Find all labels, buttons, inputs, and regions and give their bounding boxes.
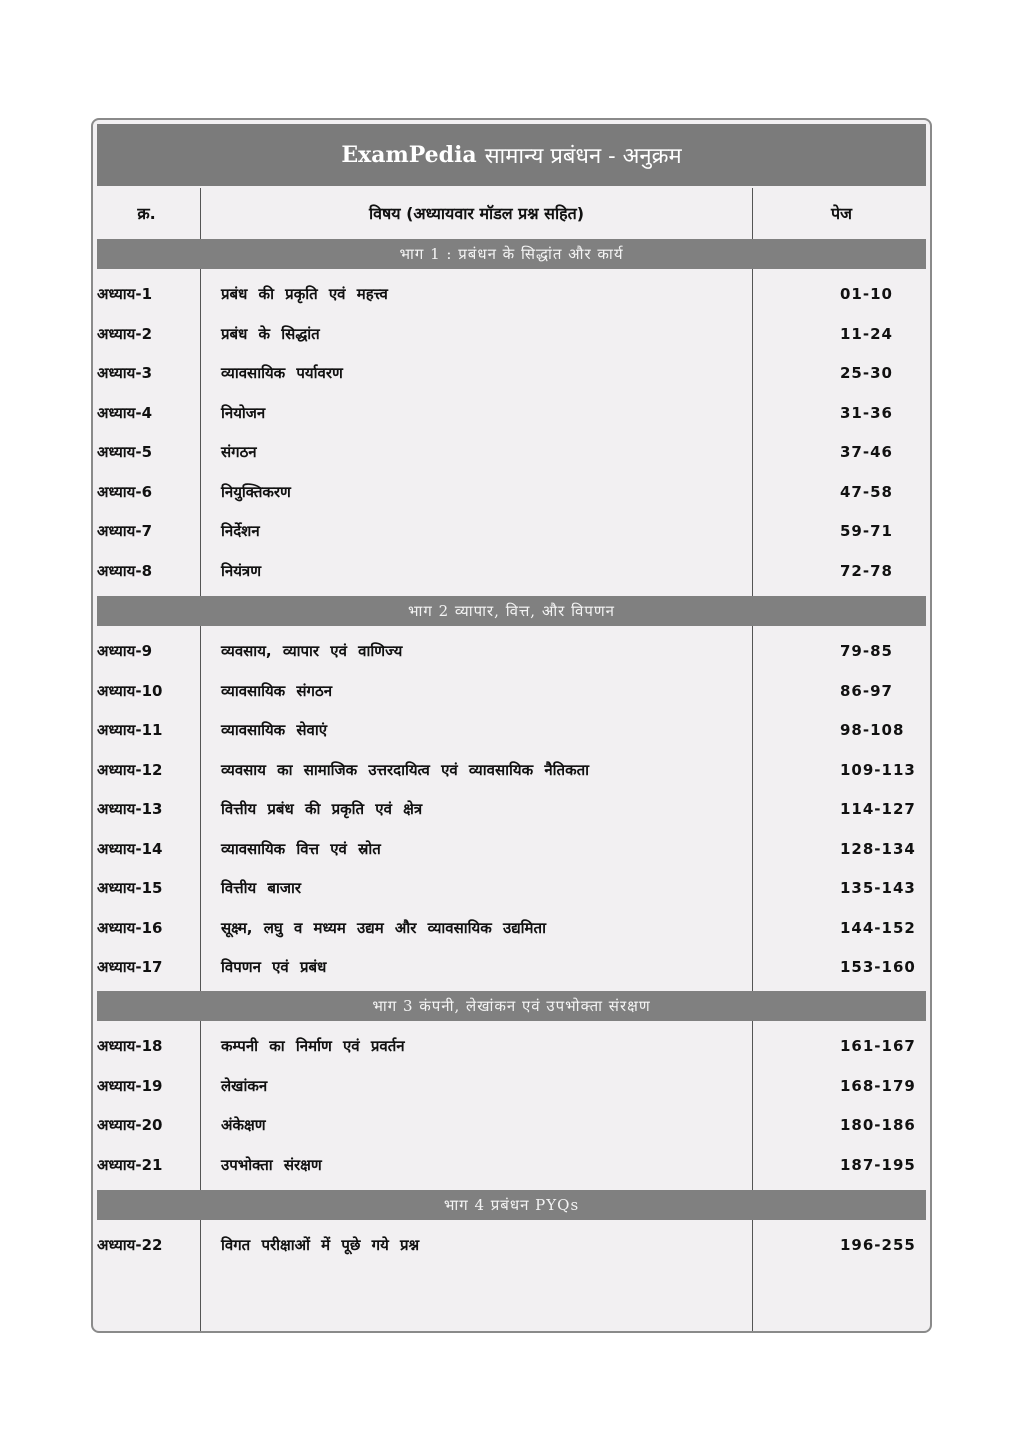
table-row (93, 830, 930, 869)
section-header: भाग 1 : प्रबंधन के सिद्धांत और कार्य (97, 239, 926, 269)
chapter-subject: लेखांकन (221, 1076, 268, 1095)
page-range: 109-113 (840, 760, 916, 779)
table-row (93, 433, 930, 472)
table-row (93, 909, 930, 948)
chapter-number: अध्याय-13 (97, 800, 163, 818)
section-header: भाग 2 व्यापार, वित्त, और विपणन (97, 596, 926, 626)
chapter-number: अध्याय-21 (97, 1155, 163, 1174)
table-row (93, 948, 930, 987)
chapter-number: अध्याय-16 (97, 918, 163, 937)
table-row (93, 790, 930, 829)
chapter-number: अध्याय-19 (97, 1076, 163, 1095)
column-header-page: पेज (831, 204, 852, 223)
table-row (93, 354, 930, 393)
chapter-number: अध्याय-10 (97, 681, 163, 700)
page-range: 59-71 (840, 522, 893, 540)
chapter-number: अध्याय-11 (97, 721, 163, 739)
table-title (97, 124, 926, 186)
chapter-number: अध्याय-7 (97, 522, 153, 540)
table-row (93, 1226, 930, 1265)
chapter-subject: कम्पनी का निर्माण एवं प्रवर्तन (221, 1037, 405, 1055)
table-row (93, 512, 930, 551)
table-row (93, 632, 930, 671)
chapter-subject: व्यावसायिक पर्यावरण (221, 364, 343, 382)
chapter-number: अध्याय-14 (97, 839, 163, 858)
chapter-number: अध्याय-20 (97, 1116, 163, 1134)
chapter-number: अध्याय-9 (97, 642, 153, 660)
chapter-subject: वित्तीय बाजार (221, 879, 301, 897)
column-header-subject: विषय (अध्यायवार मॉडल प्रश्न सहित) (368, 204, 585, 223)
chapter-subject: विपणन एवं प्रबंध (221, 958, 327, 976)
chapter-subject: निर्देशन (221, 522, 260, 540)
table-row (93, 1106, 930, 1145)
chapter-subject: प्रबंध के सिद्धांत (221, 324, 320, 343)
chapter-subject: नियुक्तिकरण (221, 482, 291, 501)
page-range: 11-24 (840, 324, 893, 343)
chapter-subject: संगठन (221, 443, 257, 461)
chapter-subject: नियोजन (221, 403, 266, 422)
chapter-subject: व्यावसायिक संगठन (221, 681, 333, 700)
chapter-number: अध्याय-2 (97, 324, 153, 343)
chapter-subject: व्यवसाय, व्यापार एवं वाणिज्य (221, 642, 403, 660)
contents-table (91, 118, 932, 1333)
page-range: 25-30 (840, 364, 893, 382)
table-row (93, 711, 930, 750)
chapter-number: अध्याय-4 (97, 403, 153, 422)
chapter-subject: अंकेक्षण (221, 1116, 266, 1134)
column-header-no: क्र. (137, 204, 156, 223)
chapter-subject: व्यावसायिक वित्त एवं स्रोत (221, 839, 381, 858)
page-range: 128-134 (840, 839, 916, 858)
page-range: 135-143 (840, 879, 916, 897)
chapter-number: अध्याय-5 (97, 443, 153, 461)
chapter-subject: व्यवसाय का सामाजिक उत्तरदायित्व एवं व्यावसायिक नैतिकता (221, 760, 590, 779)
page-range: 168-179 (840, 1076, 916, 1095)
chapter-number: अध्याय-15 (97, 879, 163, 897)
page-range: 31-36 (840, 403, 893, 422)
page-range: 180-186 (840, 1116, 916, 1134)
chapter-subject: विगत परीक्षाओं में पूछे गये प्रश्न (221, 1236, 420, 1254)
page-range: 72-78 (840, 561, 893, 580)
chapter-number: अध्याय-17 (97, 958, 163, 976)
page-range: 98-108 (840, 721, 905, 739)
chapter-subject: व्यावसायिक सेवाएं (221, 721, 328, 739)
page-range: 86-97 (840, 681, 893, 700)
table-row (93, 751, 930, 790)
page-range: 114-127 (840, 800, 916, 818)
chapter-subject: उपभोक्ता संरक्षण (221, 1155, 322, 1174)
page-range: 196-255 (840, 1236, 916, 1254)
table-row (93, 1146, 930, 1185)
chapter-number: अध्याय-12 (97, 760, 163, 779)
page-range: 01-10 (840, 285, 893, 303)
page-range: 144-152 (840, 918, 916, 937)
page-range: 161-167 (840, 1037, 916, 1055)
title-text: सामान्य प्रबंधन - अनुक्रम (484, 144, 682, 169)
page-range: 79-85 (840, 642, 893, 660)
chapter-number: अध्याय-1 (97, 285, 153, 303)
page-range: 153-160 (840, 958, 916, 976)
page-range: 187-195 (840, 1155, 916, 1174)
table-row (93, 552, 930, 591)
section-header: भाग 3 कंपनी, लेखांकन एवं उपभोक्ता संरक्षण (97, 991, 926, 1021)
table-row (93, 394, 930, 433)
table-row (93, 473, 930, 512)
table-row (93, 672, 930, 711)
table-row (93, 869, 930, 908)
table-row (93, 275, 930, 314)
page-range: 37-46 (840, 443, 893, 461)
page-range: 47-58 (840, 482, 893, 501)
section-header: भाग 4 प्रबंधन PYQs (97, 1190, 926, 1220)
table-row (93, 315, 930, 354)
chapter-number: अध्याय-6 (97, 482, 153, 501)
chapter-subject: वित्तीय प्रबंध की प्रकृति एवं क्षेत्र (221, 800, 423, 818)
chapter-number: अध्याय-18 (97, 1037, 163, 1055)
chapter-number: अध्याय-22 (97, 1236, 163, 1254)
brand-name: ExamPedia (341, 142, 477, 168)
chapter-number: अध्याय-8 (97, 561, 153, 580)
chapter-number: अध्याय-3 (97, 364, 153, 382)
chapter-subject: सूक्ष्म, लघु व मध्यम उद्यम और व्यावसायिक उद्यमिता (221, 918, 546, 937)
table-row (93, 1027, 930, 1066)
chapter-subject: नियंत्रण (221, 561, 262, 580)
chapter-subject: प्रबंध की प्रकृति एवं महत्त्व (221, 285, 388, 303)
table-row (93, 1067, 930, 1106)
